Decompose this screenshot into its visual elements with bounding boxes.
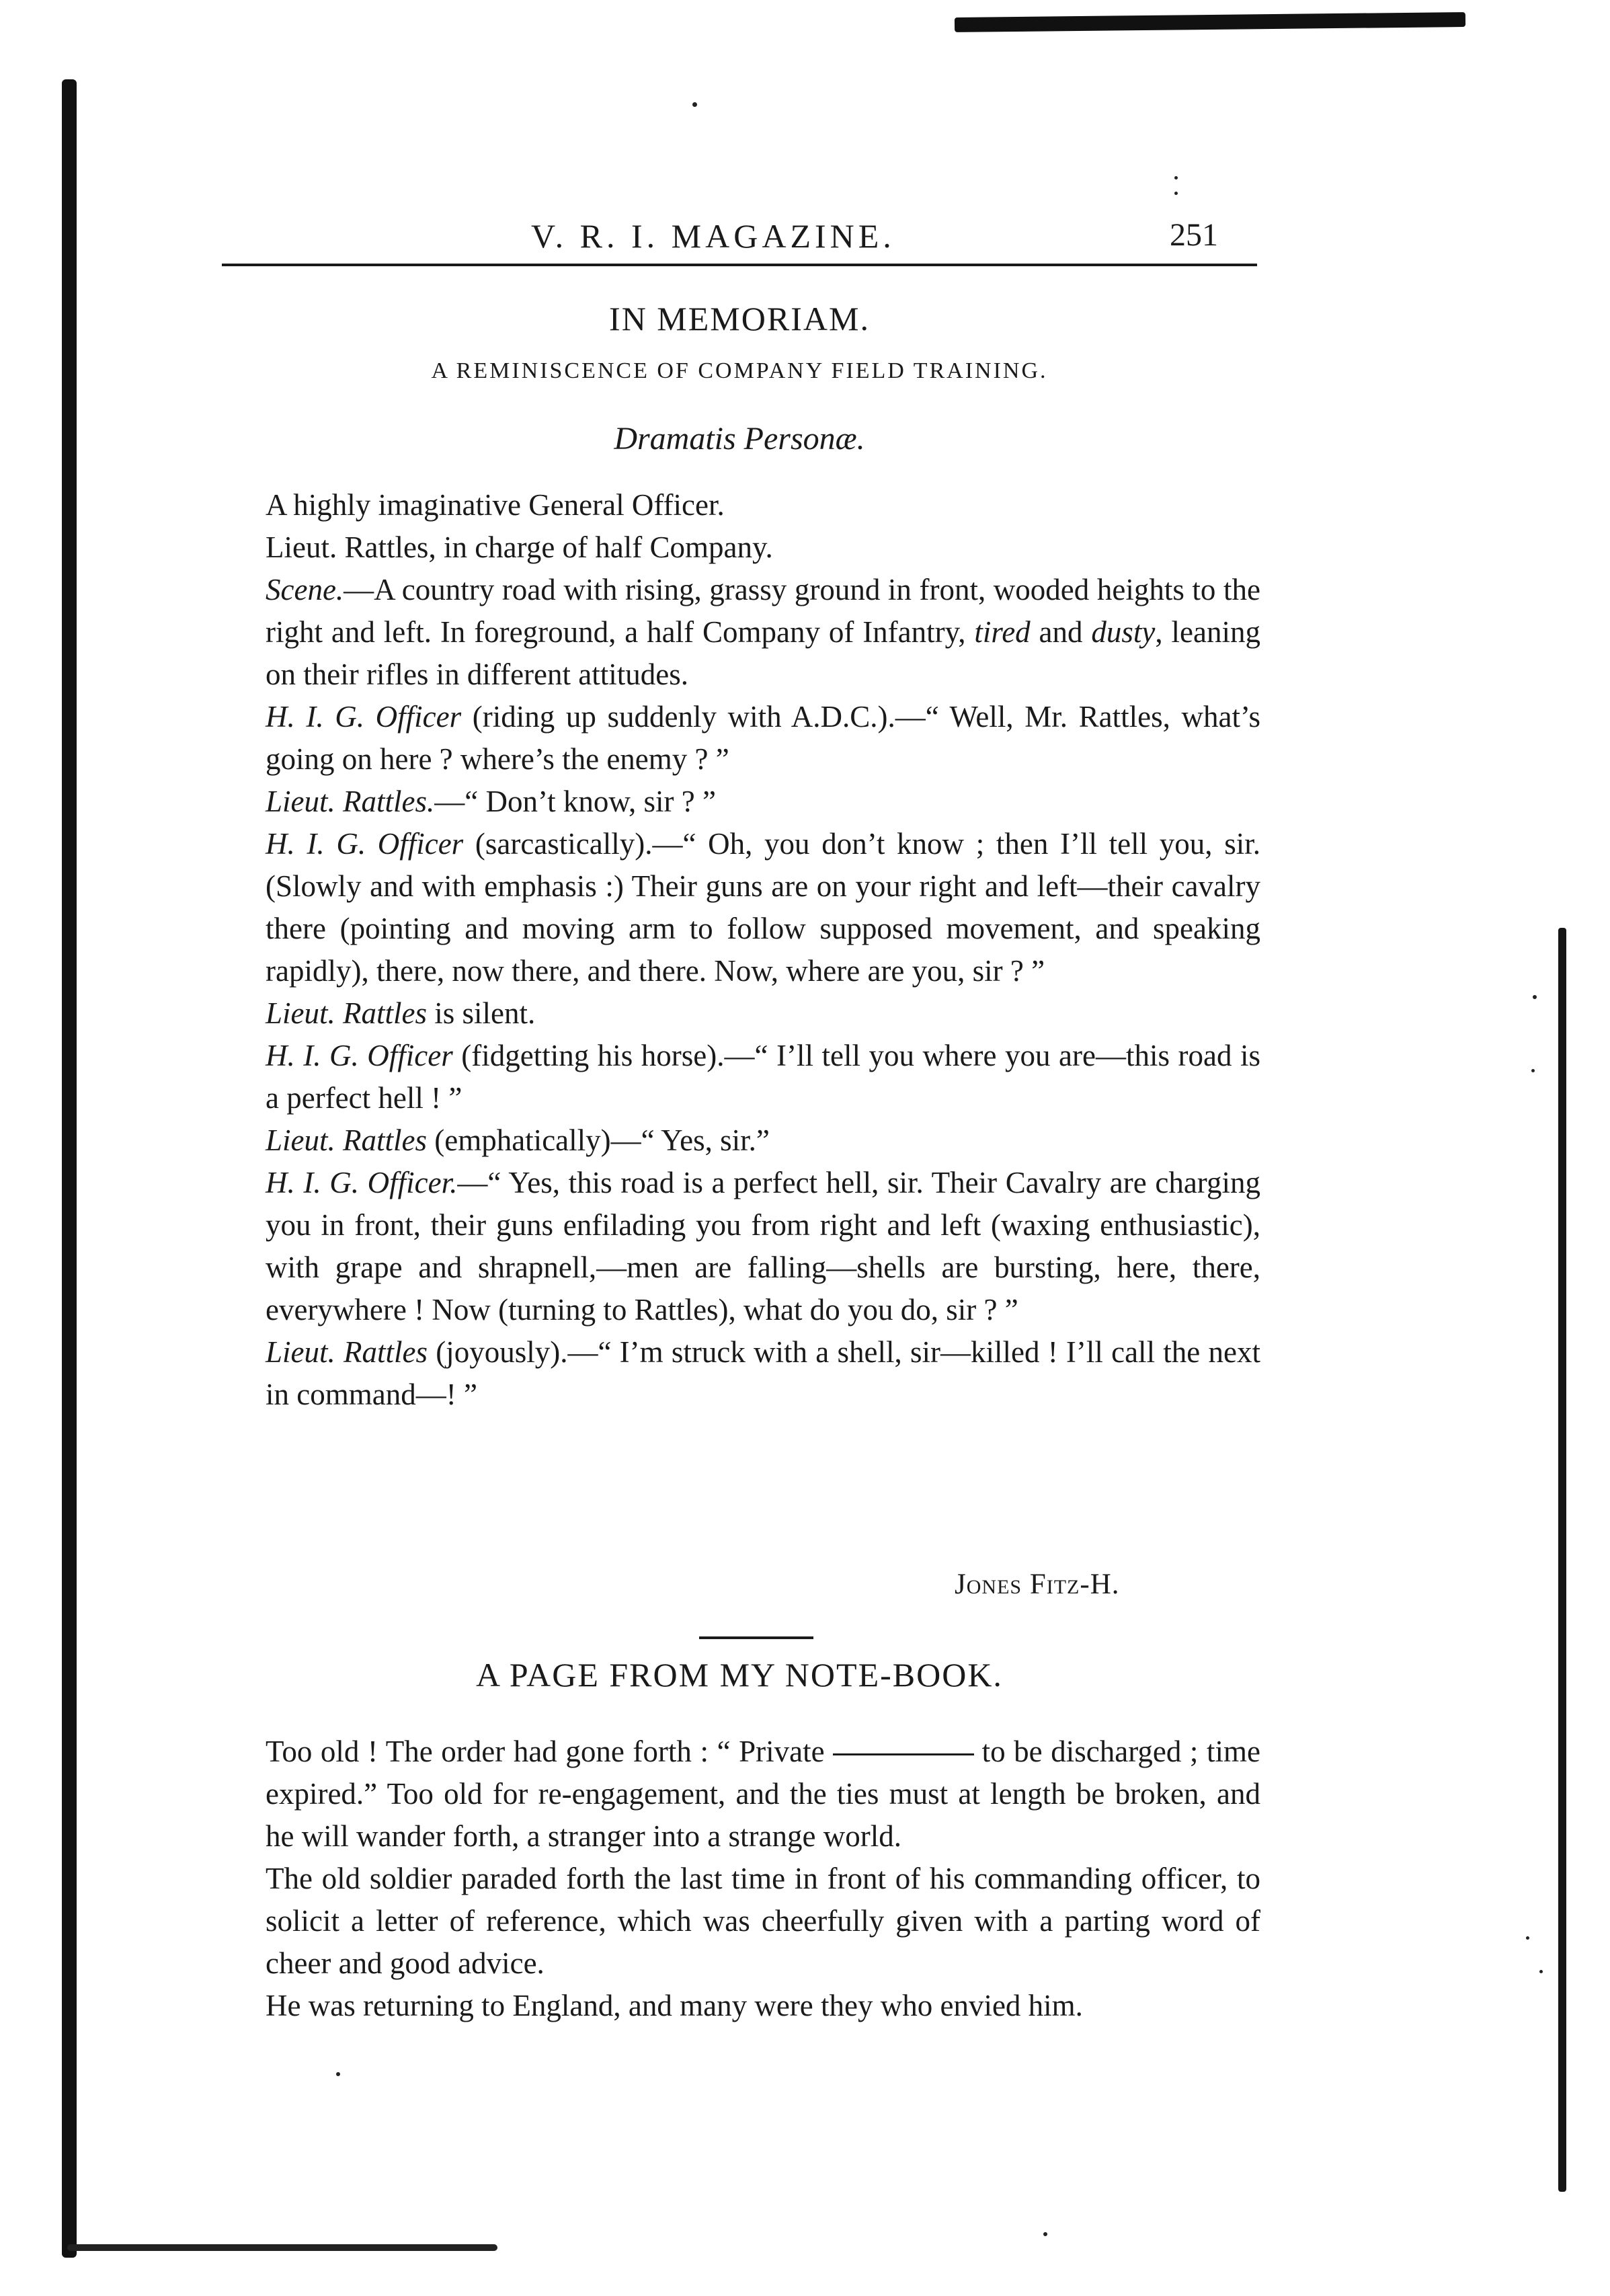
article-subtitle: A REMINISCENCE OF COMPANY FIELD TRAINING. [431, 358, 1048, 383]
page-number: 251 [1170, 217, 1218, 253]
line-text: is silent. [427, 996, 536, 1030]
dialogue-line [266, 1331, 1260, 1416]
dialogue-line [266, 1035, 1260, 1119]
dramatis-personae-heading: Dramatis Personæ. [614, 421, 865, 457]
scene-end: , leaning on their rifles in different attitudes. [266, 615, 1261, 691]
article-title-2: A PAGE FROM MY NOTE-BOOK. [476, 1656, 1003, 1694]
dialogue-line [266, 781, 1260, 823]
scan-edge-right [1558, 928, 1566, 2192]
scan-speck [1043, 2232, 1047, 2236]
cast-item: A highly imaginative General Officer. [266, 488, 725, 522]
author-signature: Jones Fitz-H. [955, 1569, 1120, 1600]
speaker: Lieut. Rattles. [266, 785, 435, 818]
paragraph-1-end: to be discharged ; time expired.” Too old for re-engagement, and the ties must at length be broken, and he will wander forth, a stranger into a strange world. [266, 1735, 1260, 1853]
speaker: H. I. G. Officer. [266, 1166, 458, 1199]
scan-speck [1533, 995, 1537, 999]
speaker: H. I. G. Officer [266, 827, 464, 861]
line-text: (emphatically)—“ Yes, sir.” [427, 1123, 770, 1157]
scan-speck [692, 102, 697, 107]
dialogue-line [266, 1119, 1260, 1162]
speaker: Lieut. Rattles [266, 996, 427, 1030]
cast-item: Lieut. Rattles, in charge of half Company. [266, 530, 773, 564]
speaker: H. I. G. Officer [266, 700, 462, 734]
scene-word-tired: tired [974, 615, 1031, 649]
scan-speck [1531, 1069, 1535, 1072]
notebook-text [266, 1731, 1260, 2027]
dialogue-line [266, 823, 1260, 992]
paragraph [266, 1731, 1260, 1858]
scan-speck [1174, 176, 1178, 180]
paragraph: He was returning to England, and many were they who envied him. [266, 1989, 1083, 2022]
running-head [222, 216, 1230, 264]
scene-and-dialogue [266, 569, 1260, 1416]
scan-speck [1539, 1970, 1543, 1973]
scene-label: Scene. [266, 573, 344, 606]
section-divider [699, 1636, 813, 1639]
line-text: —“ Don’t know, sir ? ” [434, 785, 716, 818]
dialogue-line [266, 992, 1260, 1035]
scan-speck [336, 2072, 340, 2076]
running-title: V. R. I. MAGAZINE. [531, 217, 895, 255]
speaker: Lieut. Rattles [266, 1123, 427, 1157]
paragraph: The old soldier paraded forth the last time in front of his commanding officer, to solicit a letter of reference, which was cheerfully given with a parting word of cheer and good advice. [266, 1862, 1260, 1980]
dialogue-line [266, 1162, 1260, 1331]
header-rule [222, 264, 1257, 266]
line-text: (joyously).—“ I’m struck with a shell, sir—killed ! I’ll call the next in command—! ” [266, 1335, 1260, 1411]
line-text: —“ Yes, this road is a perfect hell, sir. Their Cavalry are charging you in front, their guns enfilading you from right and left (waxing enthusiastic), with grape and shrapnell,—men are falling—shells are bursting, here, there, everywhere ! Now (turning to Rattles), what do you do, sir ? ” [266, 1166, 1260, 1327]
speaker: Lieut. Rattles [266, 1335, 428, 1369]
scan-edge-left-foot [67, 2244, 497, 2251]
scan-edge-top [955, 12, 1465, 32]
dialogue-line [266, 696, 1260, 781]
speaker: H. I. G. Officer [266, 1039, 453, 1072]
line-text: (sarcastically).—“ Oh, you don’t know ; then I’ll tell you, sir. (Slowly and with emphasis :) Their guns are on your right and left—their cavalry there (pointing and moving arm to follow supposed movement, and speaking rapidly), there, now there, and there. Now, where are you, sir ? ” [266, 827, 1260, 988]
scene-text: —A country road with rising, grassy ground in front, wooded heights to the right and left. In foreground, a half Company of Infantry, [266, 573, 1260, 649]
scan-speck [1526, 1936, 1529, 1940]
line-text: (fidgetting his horse).—“ I’ll tell you where you are—this road is a perfect hell ! ” [266, 1039, 1260, 1115]
scan-speck [1174, 192, 1178, 195]
cast-list [266, 484, 1260, 569]
paragraph-1-start: Too old ! The order had gone forth : “ Private [266, 1735, 825, 1768]
scan-edge-left [62, 79, 77, 2258]
name-blank-dash [833, 1753, 974, 1755]
article-title: IN MEMORIAM. [609, 300, 870, 338]
scene-paragraph [266, 569, 1260, 696]
scene-word-dusty: dusty [1091, 615, 1156, 649]
scene-word-and: and [1030, 615, 1092, 649]
line-text: (riding up suddenly with A.D.C.).—“ Well, Mr. Rattles, what’s going on here ? where’s the enemy ? ” [266, 700, 1260, 776]
